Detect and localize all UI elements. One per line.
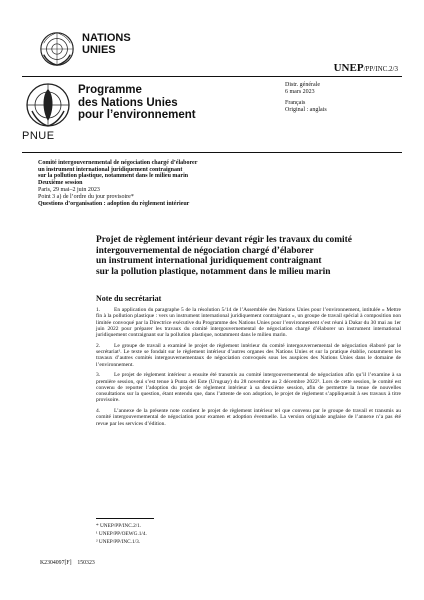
document-title-line-2: intergouvernemental de négociation chargé d’élaborer: [96, 245, 314, 256]
pnue-label: PNUE: [22, 130, 55, 142]
pnue-emblem-logo: [24, 81, 72, 129]
meta-date: 6 mars 2023: [285, 89, 315, 95]
footnote-3: ² UNEP/PP/INC.1/3.: [96, 539, 141, 545]
document-title-line-3: un instrument international juridiquement contraignant: [96, 256, 322, 267]
footnotes: [96, 522, 147, 546]
programme-title-line-1: Programme: [78, 84, 142, 96]
committee-name-line-2: un instrument international juridiquement contraignant: [38, 166, 183, 173]
distribution-meta: [285, 82, 327, 114]
un-title-line-1: NATIONS: [82, 32, 131, 44]
paragraph-4: [96, 408, 401, 427]
paragraph-number: 1.: [96, 307, 101, 313]
footnote-1: * UNEP/PP/INC.2/1.: [96, 523, 142, 529]
committee-name-line-1: Comité intergouvernemental de négociation chargé d’élaborer: [38, 160, 198, 166]
paragraph-text: En application du paragraphe 5 de la résolution 5/14 de l’Assemblée des Nations Unies pour l’environnement, intitulée « Mettre fin à la pollution plastique : vers un instrument international juridiquement contraignant », un groupe de travail spécial à composition non limitée convoqué par la Directrice exécutive du Programme des Nations Unies pour l’environnement s’est réuni à Dakar du 30 mai au 1er juin 2022 pour préparer les travaux du comité intergouvernemental de négociation chargé d’élaborer un instrument international juridiquement contraignant sur la pollution plastique, notamment dans le milieu marin.: [96, 307, 401, 339]
document-title: [96, 235, 396, 277]
committee-name-line-3: sur la pollution plastique, notamment dans le milieu marin: [38, 173, 189, 180]
paragraph-text: Le projet de règlement intérieur a ensuite été transmis au comité intergouvernemental de négociation afin qu’il l’examine à sa première session, qui s’est tenue à Punta del Este (Uruguay) du 28 novembre au 2 décembre 2022². Lors de cette session, le comité est convenu de reporter l’adoption du projet de règlement intérieur à sa deuxième session, afin de permettre la tenue de nouvelles consultations sur la question, étant entendu que, dans l’attente de son adoption, le projet de règlement s’appliquerait à ses travaux à titre provisoire.: [96, 372, 401, 404]
meta-distr: Distr. générale: [285, 82, 320, 88]
committee-block: [38, 160, 258, 208]
meta-original: Original : anglais: [285, 107, 327, 113]
document-job-code: K2304097[F] 150323: [40, 560, 95, 566]
paragraph-number: 4.: [96, 408, 101, 415]
un-title-line-2: UNIES: [82, 44, 116, 56]
symbol-suffix: /PP/INC.2/3: [363, 65, 398, 73]
paragraph-3: [96, 372, 401, 403]
un-title: [82, 32, 131, 56]
programme-title-line-3: pour l’environnement: [78, 109, 196, 121]
session-label: Deuxième session: [38, 180, 83, 187]
header-rule-bottom: [22, 152, 402, 153]
un-emblem-logo: [38, 30, 76, 68]
paragraph-text: L’annexe de la présente note contient le projet de règlement intérieur tel que convenu par le groupe de travail et transmis au comité intergouvernemental de négociation pour examen et adoption éventuelle. La version originale anglaise de l’annexe n’a pas été revue par les services d’édition.: [96, 408, 401, 427]
meta-language: Français: [285, 100, 306, 106]
agenda-item: Questions d’organisation : adoption du règlement intérieur: [38, 201, 190, 208]
programme-title-line-2: des Nations Unies: [78, 96, 178, 109]
document-title-line-1: Projet de règlement intérieur devant régir les travaux du comité: [96, 235, 352, 245]
symbol-main: UNEP: [333, 62, 364, 74]
footnote-2: ¹ UNEP/PP/OEWG.1/4.: [96, 531, 147, 537]
paragraph-number: 3.: [96, 372, 101, 379]
session-place-date: Paris, 29 mai–2 juin 2023: [38, 186, 100, 193]
programme-title: [78, 84, 196, 122]
paragraph-number: 2.: [96, 342, 101, 349]
document-symbol: [334, 62, 398, 74]
paragraph-2: [96, 343, 401, 368]
document-title-line-4: sur la pollution plastique, notamment dans le milieu marin: [96, 266, 331, 277]
header-rule-top: [22, 76, 402, 77]
paragraph-1: [96, 307, 401, 338]
paragraph-text: Le groupe de travail a examiné le projet de règlement intérieur du comité intergouvernemental de négociation élaboré par le secrétariat¹. Le texte se fondait sur le règlement intérieur d’autres organes des Nations Unies et sur la pratique établie, notamment les travaux d’autres comités intergouvernementaux de négociation convoqués sous les auspices des Nations Unies dans le domaine de l’environnement.: [96, 342, 401, 368]
body-paragraphs: [96, 307, 401, 431]
note-heading: Note du secrétariat: [96, 294, 162, 303]
footnote-divider: [96, 518, 154, 519]
agenda-point: Point 3 a) de l’ordre du jour provisoire*: [38, 193, 134, 200]
